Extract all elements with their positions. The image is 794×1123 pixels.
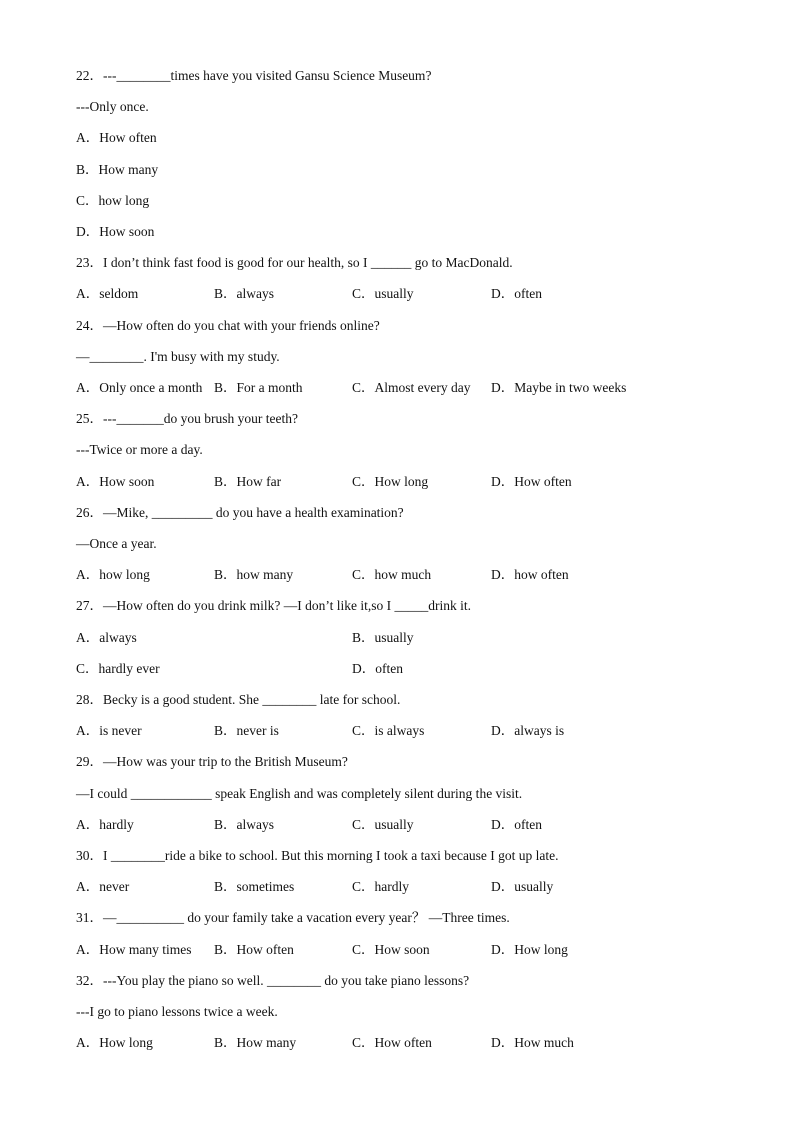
- answer-option: D．Maybe in two weeks: [491, 380, 627, 395]
- question-stem: 23．I don’t think fast food is good for our health, so I ______ go to MacDonald.: [76, 255, 513, 270]
- question-stem: 22．---________times have you visited Gansu Science Museum?: [76, 68, 432, 83]
- answer-option: B．How many: [76, 162, 159, 177]
- question-stem: 25．---_______do you brush your teeth?: [76, 411, 298, 426]
- answer-option: D．often: [352, 661, 403, 676]
- answer-option: A．How soon: [76, 474, 155, 489]
- answer-option: A．seldom: [76, 286, 139, 301]
- answer-option: C．Almost every day: [352, 380, 471, 395]
- answer-option: D．How often: [491, 474, 572, 489]
- answer-option: B．For a month: [214, 380, 303, 395]
- answer-option: C．how long: [76, 193, 150, 208]
- answer-option: D．How soon: [76, 224, 155, 239]
- answer-option: C．usually: [352, 286, 414, 301]
- answer-option: C．usually: [352, 817, 414, 832]
- question-stem: 28．Becky is a good student. She ________ late for school.: [76, 692, 401, 707]
- question-dialog: —Once a year.: [76, 536, 157, 551]
- answer-option: C．how much: [352, 567, 432, 582]
- answer-option: C．How long: [352, 474, 429, 489]
- answer-option: B．always: [214, 817, 274, 832]
- answer-option: D．How long: [491, 942, 568, 957]
- question-stem: 27．—How often do you drink milk? —I don’t like it,so I _____drink it.: [76, 598, 471, 613]
- question-stem: 30．I ________ride a bike to school. But this morning I took a taxi because I got up late.: [76, 848, 559, 863]
- answer-option: A．hardly: [76, 817, 134, 832]
- answer-option: B．How far: [214, 474, 282, 489]
- question-stem: 24．—How often do you chat with your friends online?: [76, 318, 380, 333]
- question-dialog: ---I go to piano lessons twice a week.: [76, 1004, 278, 1019]
- answer-option: D．often: [491, 817, 542, 832]
- question-dialog: —________. I'm busy with my study.: [76, 349, 280, 364]
- answer-option: C．How often: [352, 1035, 432, 1050]
- answer-option: A．Only once a month: [76, 380, 203, 395]
- answer-option: C．hardly ever: [76, 661, 160, 676]
- answer-option: B．How many: [214, 1035, 297, 1050]
- question-stem: 29．—How was your trip to the British Museum?: [76, 754, 348, 769]
- answer-option: B．how many: [214, 567, 294, 582]
- answer-option: A．How often: [76, 130, 157, 145]
- answer-option: A．How long: [76, 1035, 153, 1050]
- answer-option: D．How much: [491, 1035, 574, 1050]
- answer-option: D．always is: [491, 723, 565, 738]
- question-dialog: —I could ____________ speak English and was completely silent during the visit.: [76, 786, 523, 801]
- question-dialog: ---Twice or more a day.: [76, 442, 203, 457]
- question-stem: 26．—Mike, _________ do you have a health examination?: [76, 505, 404, 520]
- answer-option: D．often: [491, 286, 542, 301]
- answer-option: A．always: [76, 630, 137, 645]
- answer-option: B．always: [214, 286, 274, 301]
- answer-option: C．is always: [352, 723, 425, 738]
- answer-option: B．sometimes: [214, 879, 295, 894]
- question-stem: 32．---You play the piano so well. ________ do you take piano lessons?: [76, 973, 470, 988]
- answer-option: C．hardly: [352, 879, 409, 894]
- answer-option: A．How many times: [76, 942, 192, 957]
- answer-option: B．usually: [352, 630, 414, 645]
- answer-option: D．usually: [491, 879, 554, 894]
- answer-option: B．never is: [214, 723, 279, 738]
- question-dialog: ---Only once.: [76, 99, 149, 114]
- answer-option: A．how long: [76, 567, 150, 582]
- question-stem: 31．—__________ do your family take a vacation every year？ —Three times.: [76, 910, 510, 925]
- answer-option: B．How often: [214, 942, 294, 957]
- answer-option: A．never: [76, 879, 130, 894]
- answer-option: D．how often: [491, 567, 569, 582]
- answer-option: C．How soon: [352, 942, 430, 957]
- answer-option: A．is never: [76, 723, 142, 738]
